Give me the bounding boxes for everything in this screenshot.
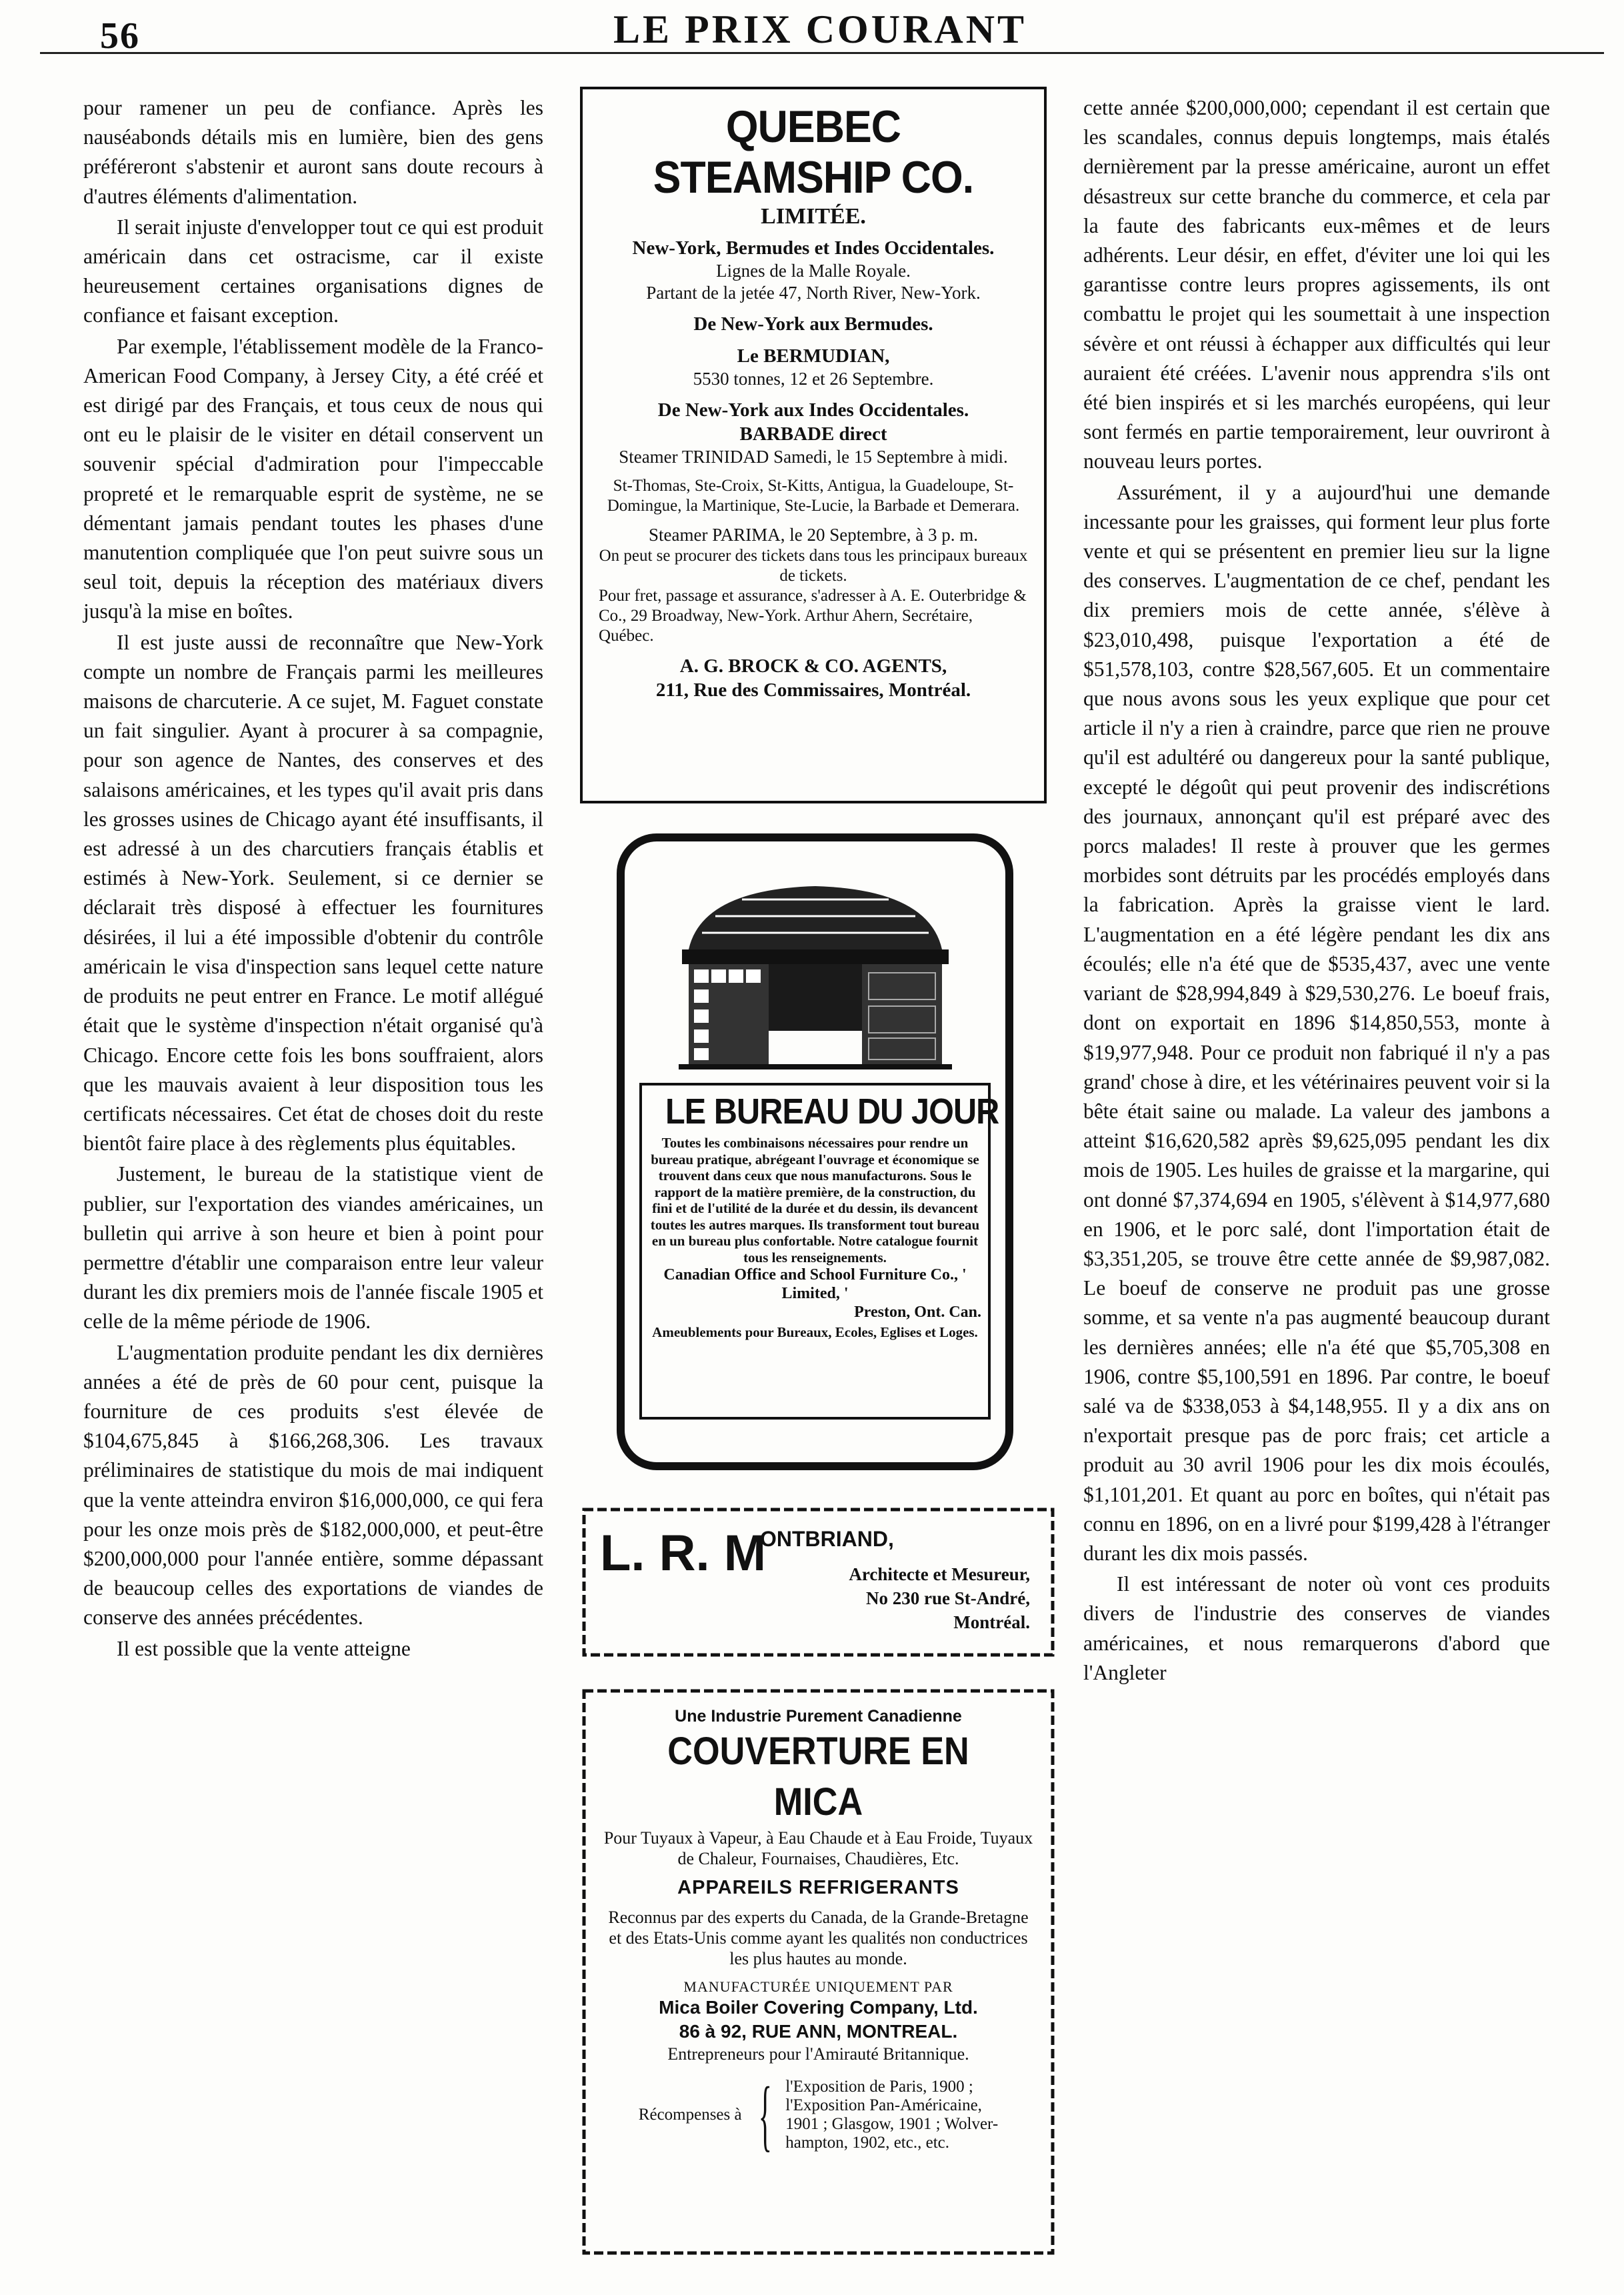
ad-body: Toutes les combinaisons nécessaires pour rendre un bureau pratique, abrégeant l'ouvrage et économique se trouvent dans ceux que nous manufacturons. Sous le rapport de la matière première, de la construction, du fini et de l'utilité de la durée et du dessin, ils devancent toutes les autres marques. Ils transforment tout bureau en un bureau plus confortable. Notre catalogue fournit tous les renseignements.	[650, 1135, 980, 1266]
ad-steamer: Steamer PARIMA, le 20 Septembre, à 3 p. m.	[649, 525, 978, 545]
ad-tickets: On peut se procurer des tickets dans tous les principaux bureaux de tickets.	[599, 547, 1028, 585]
ad-ship: Le BERMUDIAN,	[737, 345, 890, 367]
ad-steamer: Steamer TRINIDAD Samedi, le 15 Septembre à midi.	[619, 447, 1008, 467]
ad-desc: Pour Tuyaux à Vapeur, à Eau Chaude et à Eau Froide, Tuyaux de Chaleur, Fournaises, Chaudières, Etc.	[603, 1828, 1033, 1868]
paragraph: Il est possible que la vente atteigne	[117, 1636, 411, 1660]
award-line: 1901 ; Glasgow, 1901 ; Wolver-	[785, 2115, 999, 2133]
award-line: l'Exposition Pan-Américaine,	[785, 2096, 982, 2114]
ad-address: 211, Rue des Commissaires, Montréal.	[655, 679, 971, 701]
paragraph: L'augmentation produite pendant les dix dernières années a été de près de 60 pour cent, puisque la fourniture de ces produits s'est élevée de $104,675,845 à $166,268,306. Les travaux préliminaires de statistique du mois de mai indiquent que la vente atteindra environ $16,000,000, ce qui fera pour les onze mois près de $182,000,000, et peut-être $200,000,000 pour l'année entière, somme dépassant de beaucoup celles des exportations de viandes de conserve des années précédentes.	[83, 1340, 543, 1630]
article-column-right	[1083, 93, 1550, 1688]
ad-manufactured-by: MANUFACTURÉE UNIQUEMENT PAR	[683, 1978, 953, 1995]
header-rule	[40, 52, 1604, 54]
roll-top-desk-illustration	[662, 876, 969, 1076]
ad-text-panel	[639, 1083, 999, 1420]
ad-heading: De New-York aux Indes Occidentales.	[657, 399, 969, 421]
ad-bureau-du-jour	[617, 833, 1013, 1470]
ad-line: Partant de la jetée 47, North River, New-York.	[646, 283, 981, 303]
ad-name: ONTBRIAND,	[760, 1527, 894, 1551]
paragraph: pour ramener un peu de confiance. Après les nauséabonds détails mis en lumière, bien des gens préféreront s'abstenir et auront sans doute recours à d'autres éléments d'alimentation.	[83, 96, 543, 208]
ad-line: No 230 rue St-André,	[866, 1588, 1030, 1608]
paragraph: Justement, le bureau de la statistique vient de publier, sur l'exportation des viandes américaines, un bulletin qui arrive à son heure et bien à point pour permettre d'établir une comparaison entre leur valeur durant les dix premiers mois de l'année fiscale 1905 et celle de la même période de 1906.	[83, 1162, 543, 1334]
paragraph: Il est juste aussi de reconnaître que New-York compte un nombre de Français parmi les meilleures maisons de charcuterie. A ce sujet, M. Faguet constate un fait singulier. Ayant à procurer à sa compagnie, pour son agence de Nantes, des conserves et des salaisons américaines, et les types qu'il avait pris dans les grosses usines de Chicago ayant été insuffisants, il est adressé à un des charcutiers français établis et estimés à New-York. Seulement, si ce dernier se déclarait très disposé à effectuer les fournitures désirées, il lui a été impossible d'obtenir du contrôle américain le visa d'inspection sans lequel cette nature de produits ne peut entrer en France. Le motif allégué était que le système d'inspection n'était organisé qu'à Chicago. Encore cette fois les bons souffraient, alors que les mauvais avaient à leur disposition tous les certificats nécessaires. Cet état de choses doit du reste bientôt faire place à des règlements plus équitables.	[83, 630, 543, 1156]
ad-firm: Canadian Office and School Furniture Co., ' Limited, '	[663, 1266, 967, 1302]
ad-subtitle: LIMITÉE.	[761, 204, 866, 229]
running-title: LE PRIX COURANT	[613, 7, 1027, 51]
ad-line: Lignes de la Malle Royale.	[716, 261, 911, 281]
paragraph: Il est intéressant de noter où vont ces produits divers de l'industrie des conserves de viandes américaines, et nous remarquerons d'abord que l'Angleter	[1083, 1572, 1550, 1684]
ad-contractors: Entrepreneurs pour l'Amirauté Britannique.	[667, 2044, 969, 2064]
ad-ports: St-Thomas, Ste-Croix, St-Kitts, Antigua, la Guadeloupe, St-Domingue, la Martinique, Ste-Lucie, la Barbade et Demerara.	[607, 477, 1020, 515]
ad-tail: Ameublements pour Bureaux, Ecoles, Eglises et Loges.	[652, 1324, 978, 1340]
award-line: hampton, 1902, etc., etc.	[785, 2134, 949, 2152]
brace-glyph: {	[758, 2070, 772, 2159]
ad-mica	[580, 1687, 1057, 2257]
paragraph: cette année $200,000,000; cependant il est certain que les scandales, connus depuis longtemps, mais étalés dernièrement par la presse américaine, auront un effet désastreux sur cette branche du commerce, et cela par la faute des fabricants eux-mêmes et de leurs adhérents. Leur désir, en effet, d'éviter une loi qui les garantisse contre leurs propres agissements, ils ont combattu le projet qui les soumettait à une inspection sévère et ont réussi à échapper aux difficultés qui leur auraient été créées. L'avenir nous apprendra s'ils ont été bien inspirés et si les marchés européens, qui leur sont fermés en partie temporairement, leur ouvriront à nouveau leurs portes.	[1083, 96, 1550, 473]
ad-montbriand	[580, 1506, 1057, 1659]
ad-route: New-York, Bermudes et Indes Occidentales.	[632, 237, 995, 259]
ad-title: QUEBEC STEAMSHIP CO.	[653, 101, 974, 203]
page-header	[0, 0, 1624, 60]
page-number: 56	[100, 15, 140, 57]
ad-heading: BARBADE direct	[739, 423, 887, 445]
ad-title: LE BUREAU DU JOUR	[665, 1091, 999, 1131]
ad-recognition: Reconnus par des experts du Canada, de la Grande-Bretagne et des Etats-Unis comme ayant les qualités non conductrices les plus hautes au monde.	[608, 1908, 1029, 1968]
ad-line: Montréal.	[953, 1612, 1030, 1632]
article-column-left	[83, 93, 543, 1664]
paragraph: Il serait injuste d'envelopper tout ce qui est produit américain dans cet ostracisme, car il existe heureusement certaines organisations dignes de confiance et faisant exception.	[83, 215, 543, 327]
paragraph: Par exemple, l'établissement modèle de la Franco-American Food Company, à Jersey City, a été créé et est dirigé par des Français, et tous ceux de nous qui ont eu le plaisir de le visiter en détail conservent un souvenir spécial d'admiration pour l'impeccable propreté et le remarquable esprit de système, ne se démentant jamais pendant toutes les phases d'une manutention compliquée que l'on peut suivre sous un seul toit, depuis la réception des matériaux divers jusqu'à la mise en boîtes.	[83, 334, 543, 623]
ad-address: 86 à 92, RUE ANN, MONTREAL.	[679, 2021, 958, 2042]
paragraph: Assurément, il y a aujourd'hui une demande incessante pour les graisses, qui forment leur plus forte vente et qui se présentent en premier lieu sur la ligne des conserves. L'augmentation de ce chef, pendant les dix premiers mois de cette année, s'élève à $23,010,498, puisque l'exportation a été de $51,578,103, contre $28,567,605. Et un commentaire que nous avons sous les yeux explique que pour cet article il n'y a rien à craindre, parce que rien ne prouve qu'il est adultéré ou dangereux pour la santé publique, excepté le dégoût qui peut provenir des indiscrétions des journaux, annonçant qu'il est préparé avec des porcs malades! Il reste à prouver que les germes morbides sont détruits par les procédés employés dans la fabrication. Après la graisse vient le lard. L'augmentation en a été légère pendant les dix ans écoulés; elle n'a été que de $535,437, avec une vente variant de $28,994,849 à $29,530,276. Le boeuf frais, dont on exportait en 1896 $14,850,553, monte à $19,977,948. Pour ce produit non fabriqué il n'y a pas grand' chose à dire, et les vétérinaires peuvent voir si la bête était saine ou malade. La valeur des jambons a atteint $16,620,582 après $9,625,095 pendant les dix mois de 1905. Les huiles de graisse et la margarine, qui ont donné $7,374,694 en 1905, s'élèvent à $14,977,680 en 1906, et le porc salé, dont l'importation était de $3,351,205, se trouve être cette année de $9,987,082. Le boeuf de conserve ne produit pas une grosse somme, et sa vente n'a pas augmenté beaucoup durant les dernières années; elle n'a été que $5,705,308 en 1906, contre $5,100,591 en 1896. Par contre, le boeuf salé va de $338,053 à $4,148,955. Il y a dix ans on n'exportait presque pas de porc frais; cet article a produit au 30 avril 1906 pour les dix mois écoulés, $1,101,201. Et quant au porc en boîtes, qui n'était pas connu en 1896, on en a livré pour $199,428 à l'étranger durant les dix mois passés.	[1083, 480, 1550, 1565]
ad-title: COUVERTURE EN MICA	[667, 1730, 969, 1824]
award-line: l'Exposition de Paris, 1900 ;	[785, 2078, 973, 2096]
ad-line: Architecte et Mesureur,	[849, 1564, 1030, 1584]
ad-initials: L. R. M	[600, 1525, 767, 1582]
ad-quebec-steamship	[580, 87, 1047, 803]
ad-heading: APPAREILS REFRIGERANTS	[677, 1877, 959, 1898]
ad-contact: Pour fret, passage et assurance, s'adresser à A. E. Outerbridge & Co., 29 Broadway, New-York. Arthur Ahern, Secrétaire, Québec.	[599, 587, 1027, 645]
ad-heading: De New-York aux Bermudes.	[693, 313, 933, 335]
ad-agents: A. G. BROCK & CO. AGENTS,	[679, 655, 947, 677]
ad-ship-detail: 5530 tonnes, 12 et 26 Septembre.	[693, 369, 934, 389]
ad-firm: Mica Boiler Covering Company, Ltd.	[659, 1997, 978, 2018]
ad-kicker: Une Industrie Purement Canadienne	[675, 1707, 962, 1726]
awards-label: Récompenses à	[638, 2106, 742, 2124]
ad-place: Preston, Ont. Can.	[854, 1304, 981, 1321]
